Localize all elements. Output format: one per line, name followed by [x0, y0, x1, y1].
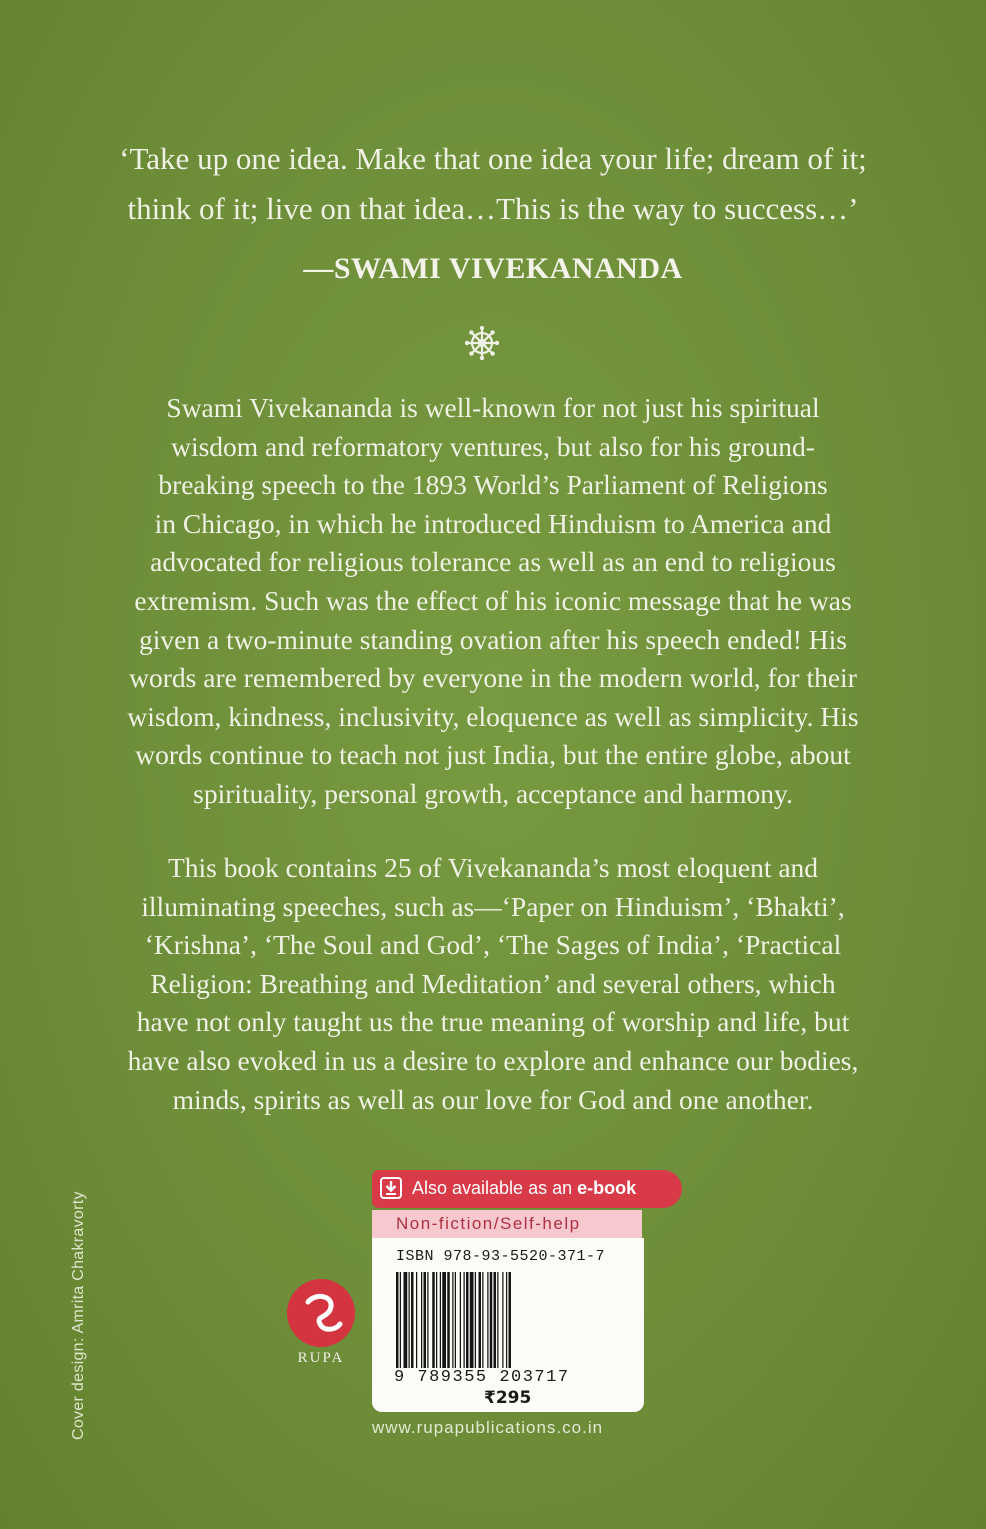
epigraph-quote	[60, 134, 926, 234]
barcode-bar	[502, 1272, 503, 1368]
barcode-bar	[490, 1272, 493, 1368]
description-paragraph-2	[62, 849, 924, 1119]
text-line: spirituality, personal growth, acceptance and harmony.	[193, 777, 793, 809]
text-line: illuminating speeches, such as—‘Paper on Hinduism’, ‘Bhakti’,	[141, 890, 845, 922]
barcode-bar	[421, 1272, 422, 1368]
barcode-bar	[475, 1272, 476, 1368]
barcode-bar	[427, 1272, 428, 1368]
barcode-bar	[404, 1272, 408, 1368]
barcode-bar	[436, 1272, 437, 1368]
barcode-bar	[447, 1272, 450, 1368]
genre-label: Non-fiction/Self-help	[372, 1210, 642, 1238]
text-line: This book contains 25 of Vivekananda’s most eloquent and	[167, 852, 819, 883]
barcode-bar	[452, 1272, 453, 1368]
barcode-bar	[440, 1272, 441, 1368]
barcode-bar	[487, 1272, 488, 1368]
text-line: given a two-minute standing ovation after his speech ended! His	[139, 623, 847, 655]
publisher-name: RUPA	[297, 1350, 345, 1366]
text-line: words are remembered by everyone in the modern world, for their	[129, 662, 857, 694]
text-line: Religion: Breathing and Meditation’ and several others, which	[150, 967, 836, 999]
barcode-bar	[424, 1272, 427, 1368]
price: ₹295	[484, 1388, 532, 1408]
cover-design-credit: Cover design: Amrita Chakravorty	[70, 1191, 87, 1440]
isbn-text: ISBN 978-93-5520-371-7	[396, 1248, 606, 1265]
text-line: wisdom and reformatory ventures, but also for his ground-	[171, 430, 815, 462]
text-line: in Chicago, in which he introduced Hinduism to America and	[154, 507, 832, 539]
barcode-bar	[400, 1272, 401, 1368]
barcode-bar	[464, 1272, 465, 1368]
text-line: have also evoked in us a desire to explore and enhance our bodies,	[127, 1044, 859, 1076]
text-line: Swami Vivekananda is well-known for not just his spiritual	[166, 392, 820, 423]
quote-author: —SWAMI VIVEKANANDA	[303, 252, 683, 285]
barcode-bar	[411, 1272, 414, 1368]
ebook-banner	[372, 1170, 682, 1208]
dharma-wheel-icon	[465, 326, 499, 360]
text-line: ‘Krishna’, ‘The Soul and God’, ‘The Sages of India’, ‘Practical	[144, 929, 842, 961]
text-line: extremism. Such was the effect of his iconic message that he was	[134, 584, 852, 616]
ebook-label-bold: e-book	[577, 1178, 637, 1198]
barcode-bar	[396, 1272, 399, 1368]
barcode	[396, 1272, 622, 1368]
barcode-bar	[442, 1272, 446, 1368]
barcode-bar	[506, 1272, 507, 1368]
text-line: words continue to teach not just India, but the entire globe, about	[135, 739, 851, 771]
barcode-bar	[460, 1272, 461, 1368]
barcode-bar	[482, 1272, 483, 1368]
barcode-bar	[409, 1272, 410, 1368]
ebook-label: Also available as an	[412, 1178, 578, 1198]
rupa-logo	[286, 1278, 356, 1348]
text-line: wisdom, kindness, inclusivity, eloquence as well as simplicity. His	[127, 700, 859, 732]
barcode-bar	[494, 1272, 497, 1368]
text-line: have not only taught us the true meaning of worship and life, but	[136, 1006, 850, 1038]
publisher-url: www.rupapublications.co.in	[372, 1418, 604, 1437]
barcode-bar	[479, 1272, 482, 1368]
barcode-bar	[497, 1272, 498, 1368]
text-line: minds, spirits as well as our love for God and one another.	[172, 1083, 814, 1115]
text-line: breaking speech to the 1893 World’s Parliament of Religions	[158, 469, 828, 501]
text-line: advocated for religious tolerance as well as an end to religious	[150, 546, 836, 578]
barcode-bar	[432, 1272, 435, 1368]
barcode-bar	[509, 1272, 512, 1368]
barcode-bar	[466, 1272, 469, 1368]
barcode-bar	[416, 1272, 417, 1368]
quote-line: think of it; live on that idea…This is the way to success…’	[127, 191, 859, 226]
barcode-bar	[455, 1272, 456, 1368]
quote-line: ‘Take up one idea. Make that one idea your life; dream of it;	[119, 141, 867, 176]
download-icon	[380, 1177, 402, 1199]
barcode-bar	[470, 1272, 474, 1368]
barcode-digits: 9 789355 203717	[394, 1368, 570, 1387]
barcode-panel	[372, 1238, 644, 1412]
description-paragraph-1	[62, 389, 924, 814]
